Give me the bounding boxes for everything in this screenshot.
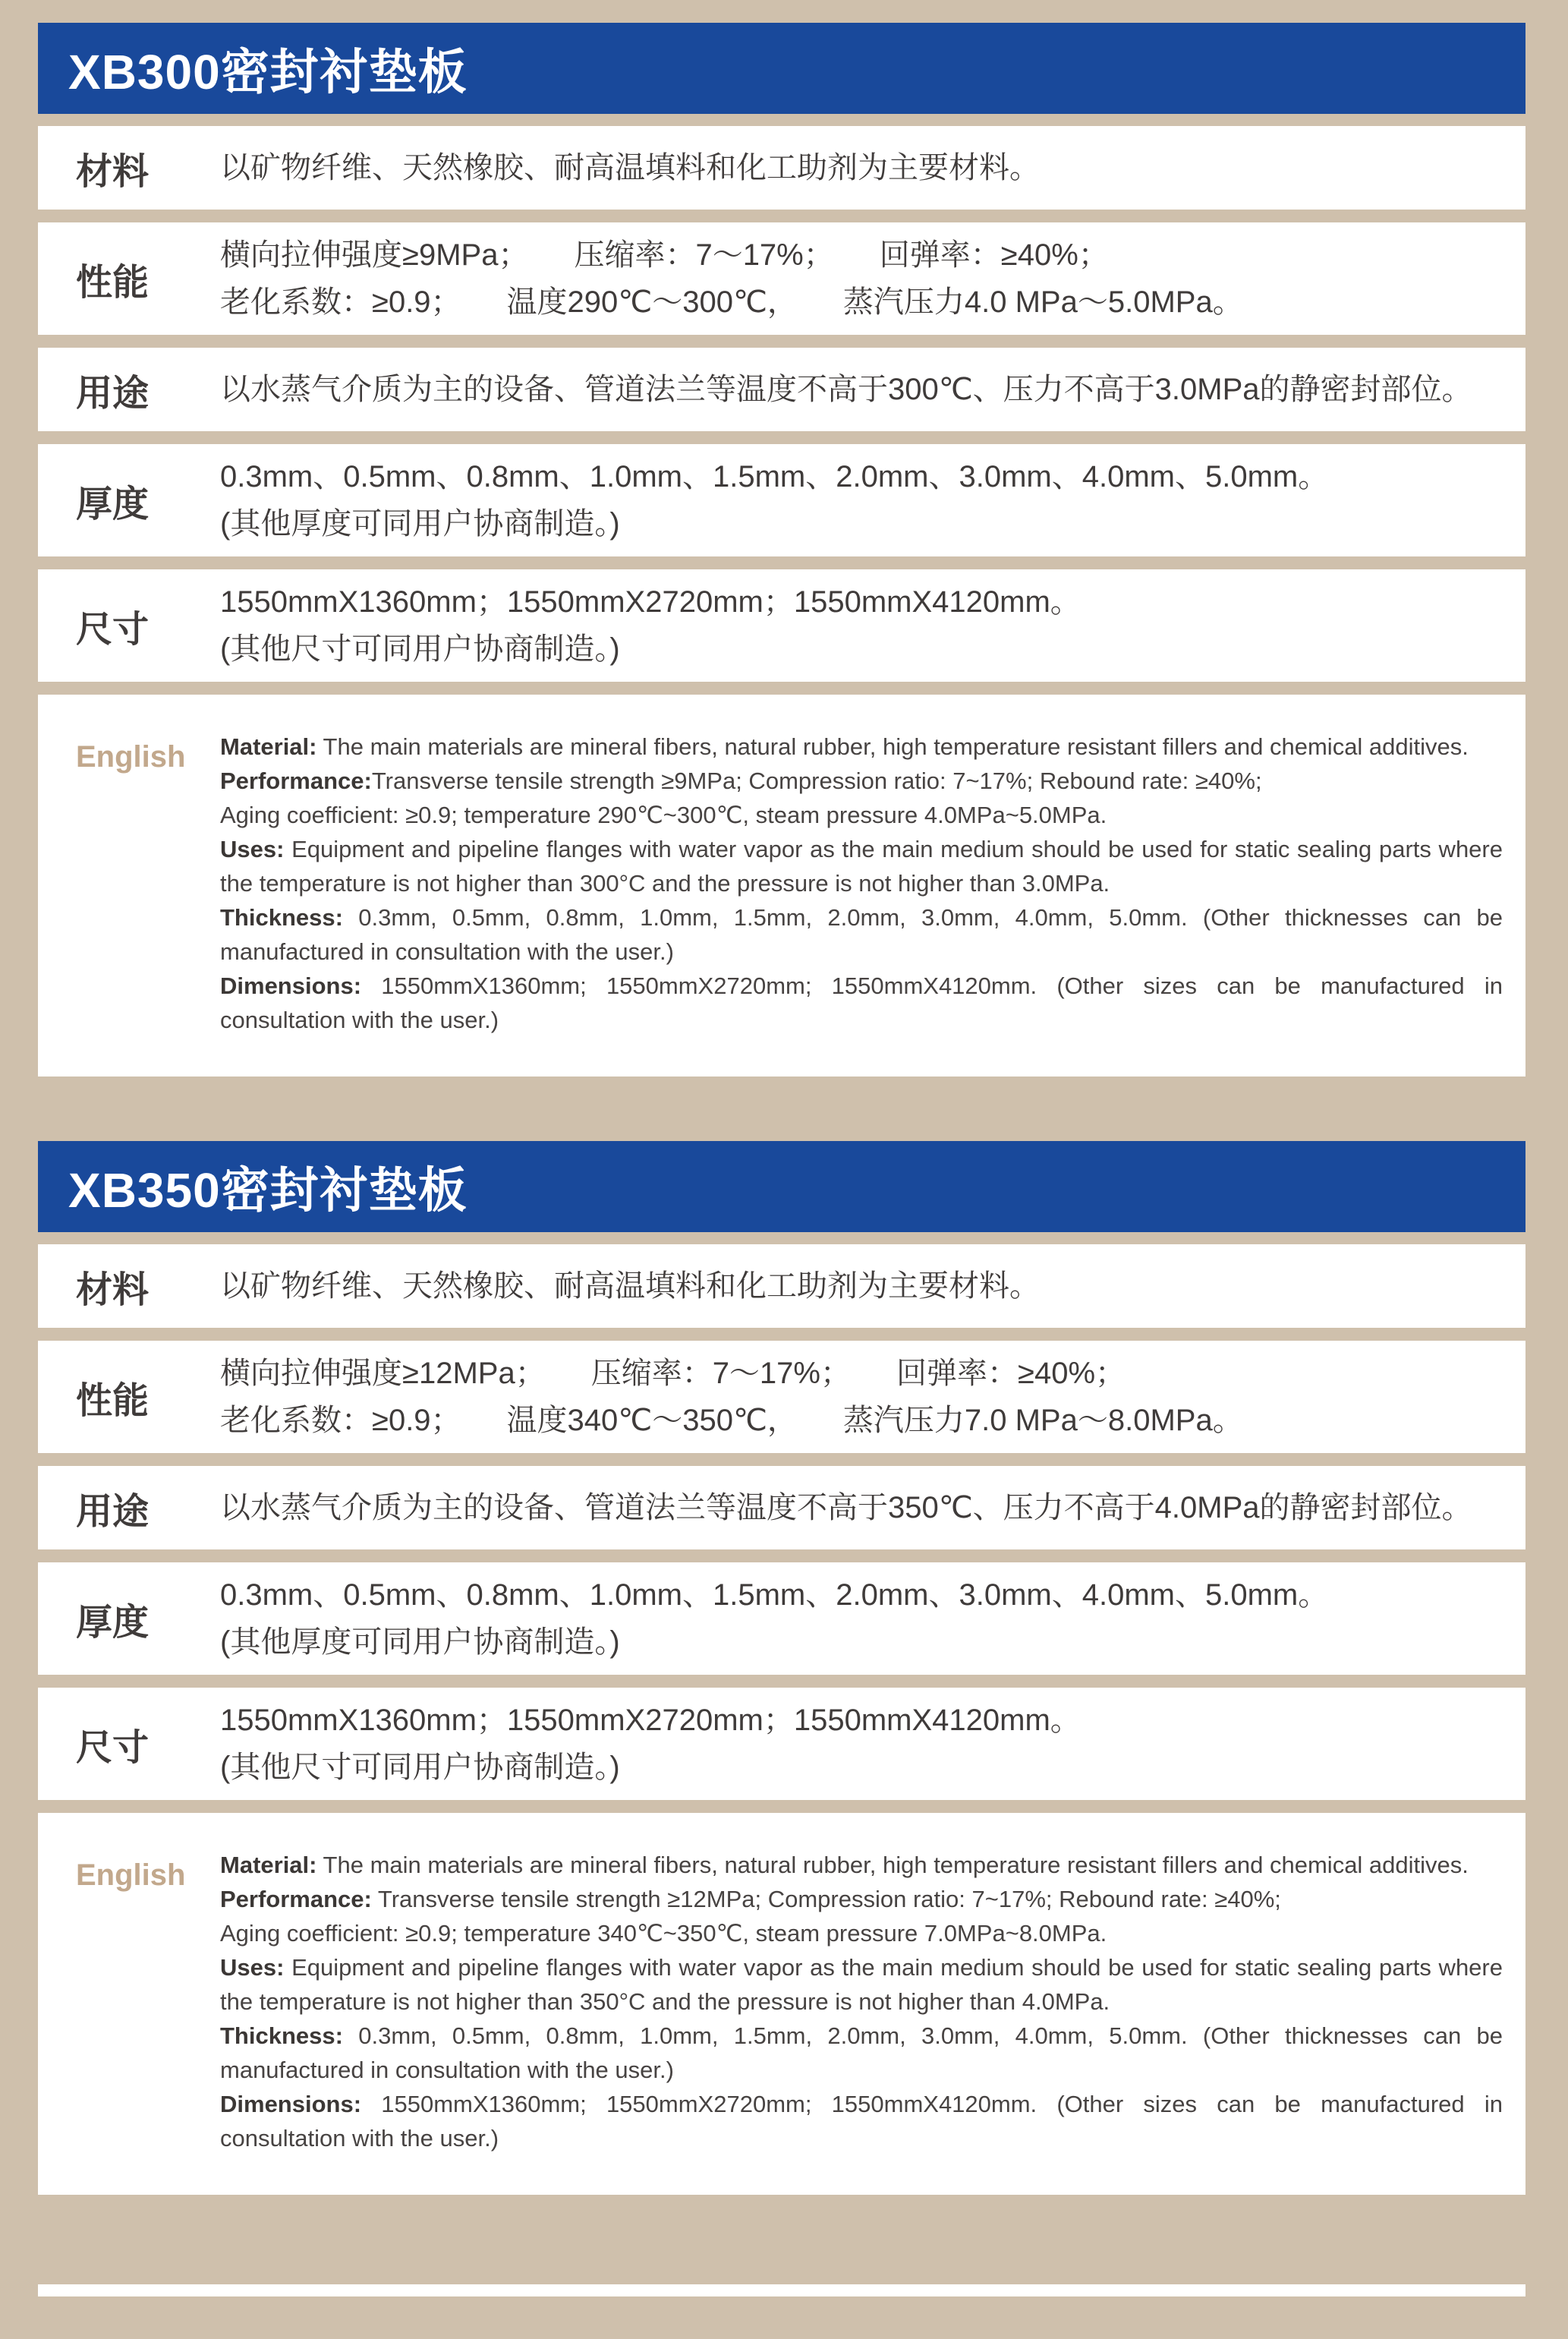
english-paragraph-uses: Uses: Equipment and pipeline flanges with water vapor as the main medium should be used for static sealing parts where the temperature is not higher than 350°C and the pressure is not higher than 4.0MPa. [220,1954,1503,2015]
spec-line: 0.3mm、0.5mm、0.8mm、1.0mm、1.5mm、2.0mm、3.0mm、4.0mm、5.0mm。 [220,1578,1329,1612]
spec-row-material [38,1244,1525,1328]
section-title: XB350密封衬垫板 [68,1163,468,1218]
english-paragraph-dimensions: Dimensions: 1550mmX1360mm; 1550mmX2720mm; 1550mmX4120mm. (Other sizes can be manufactured in consultation with the user.) [220,972,1503,1033]
english-paragraph-aging: Aging coefficient: ≥0.9; temperature 340℃~350℃, steam pressure 7.0MPa~8.0MPa. [220,1920,1107,1947]
spec-row-performance [38,222,1525,335]
spec-line: 以矿物纤维、天然橡胶、耐高温填料和化工助剂为主要材料。 [220,1269,1040,1303]
english-paragraph-thickness: Thickness: 0.3mm, 0.5mm, 0.8mm, 1.0mm, 1.5mm, 2.0mm, 3.0mm, 4.0mm, 5.0mm. (Other thicknesses can be manufactured in consultation with the user.) [220,2022,1503,2083]
english-paragraph-dimensions: Dimensions: 1550mmX1360mm; 1550mmX2720mm; 1550mmX4120mm. (Other sizes can be manufactured in consultation with the user.) [220,2091,1503,2151]
spec-label-uses: 用途 [76,373,150,414]
section-xb300 [38,23,1525,1077]
spec-row-dimensions [38,1688,1525,1800]
spec-row-material [38,126,1525,210]
spec-line: 以矿物纤维、天然橡胶、耐高温填料和化工助剂为主要材料。 [220,151,1040,184]
spec-row-uses [38,348,1525,431]
spec-line: 以水蒸气介质为主的设备、管道法兰等温度不高于350℃、压力不高于4.0MPa的静密封部位。 [220,1491,1472,1524]
section-xb350 [38,1141,1525,2195]
spec-label-performance: 性能 [76,262,150,303]
spec-label-dimensions: 尺寸 [76,609,150,650]
spec-row-performance [38,1341,1525,1453]
spec-label-uses: 用途 [76,1491,150,1532]
spec-value-dimensions [220,1688,1525,1800]
spec-row-dimensions [38,569,1525,682]
english-paragraph-aging: Aging coefficient: ≥0.9; temperature 290℃~300℃, steam pressure 4.0MPa~5.0MPa. [220,802,1107,828]
english-paragraph-performance: Performance: Transverse tensile strength ≥12MPa; Compression ratio: 7~17%; Rebound rate: ≥40%; [220,1886,1281,1912]
english-label: English [76,1858,186,1892]
english-block [38,695,1525,1077]
partial-next-row [38,2284,1525,2296]
spec-line: (其他尺寸可同用户协商制造。) [220,1751,620,1784]
spec-row-thickness [38,444,1525,556]
spec-label-performance: 性能 [76,1380,150,1421]
spec-line: (其他尺寸可同用户协商制造。) [220,632,620,666]
spec-line: (其他厚度可同用户协商制造。) [220,507,620,541]
spec-value-dimensions [220,569,1525,682]
english-paragraph-material: Material: The main materials are mineral fibers, natural rubber, high temperature resistant fillers and chemical additives. [220,1852,1469,1878]
spec-line: 横向拉伸强度≥12MPa； 压缩率：7～17%； 回弹率：≥40%； [220,1357,1126,1390]
english-paragraph-thickness: Thickness: 0.3mm, 0.5mm, 0.8mm, 1.0mm, 1.5mm, 2.0mm, 3.0mm, 4.0mm, 5.0mm. (Other thicknesses can be manufactured in consultation with the user.) [220,904,1503,965]
spec-label-material: 材料 [76,1269,150,1310]
spec-line: 老化系数：≥0.9； 温度290℃～300℃， 蒸汽压力4.0 MPa～5.0MPa。 [220,285,1243,319]
spec-label-thickness: 厚度 [76,484,150,525]
spec-line: 横向拉伸强度≥9MPa； 压缩率：7～17%； 回弹率：≥40%； [220,238,1109,272]
english-text [220,730,1525,1037]
spec-value-material [220,1244,1525,1328]
spec-line: 老化系数：≥0.9； 温度340℃～350℃， 蒸汽压力7.0 MPa～8.0MPa。 [220,1404,1243,1437]
spec-value-material [220,126,1525,210]
english-block [38,1813,1525,2195]
section-title: XB300密封衬垫板 [68,45,468,99]
spec-label-thickness: 厚度 [76,1602,150,1643]
spec-label-dimensions: 尺寸 [76,1727,150,1768]
english-paragraph-performance: Performance:Transverse tensile strength ≥9MPa; Compression ratio: 7~17%; Rebound rate: ≥40%; [220,768,1262,794]
english-text [220,1848,1525,2155]
spec-line: (其他厚度可同用户协商制造。) [220,1625,620,1659]
section-header-xb300 [38,23,1525,114]
spec-line: 1550mmX1360mm；1550mmX2720mm；1550mmX4120mm。 [220,1704,1081,1737]
section-header-xb350 [38,1141,1525,1232]
spec-line: 以水蒸气介质为主的设备、管道法兰等温度不高于300℃、压力不高于3.0MPa的静密封部位。 [220,373,1472,406]
english-paragraph-material: Material: The main materials are mineral fibers, natural rubber, high temperature resistant fillers and chemical additives. [220,733,1469,760]
spec-value-uses [220,1466,1525,1549]
spec-row-uses [38,1466,1525,1549]
spec-value-thickness [220,444,1525,556]
spec-value-thickness [220,1562,1525,1675]
spec-line: 0.3mm、0.5mm、0.8mm、1.0mm、1.5mm、2.0mm、3.0mm、4.0mm、5.0mm。 [220,460,1329,493]
english-label: English [76,740,186,774]
english-paragraph-uses: Uses: Equipment and pipeline flanges with water vapor as the main medium should be used for static sealing parts where the temperature is not higher than 300°C and the pressure is not higher than 3.0MPa. [220,836,1503,897]
spec-value-performance [220,222,1525,335]
spec-row-thickness [38,1562,1525,1675]
spec-value-performance [220,1341,1525,1453]
spec-label-material: 材料 [76,151,150,192]
spec-line: 1550mmX1360mm；1550mmX2720mm；1550mmX4120mm。 [220,585,1081,619]
spec-value-uses [220,348,1525,431]
catalog-page [38,23,1525,2296]
